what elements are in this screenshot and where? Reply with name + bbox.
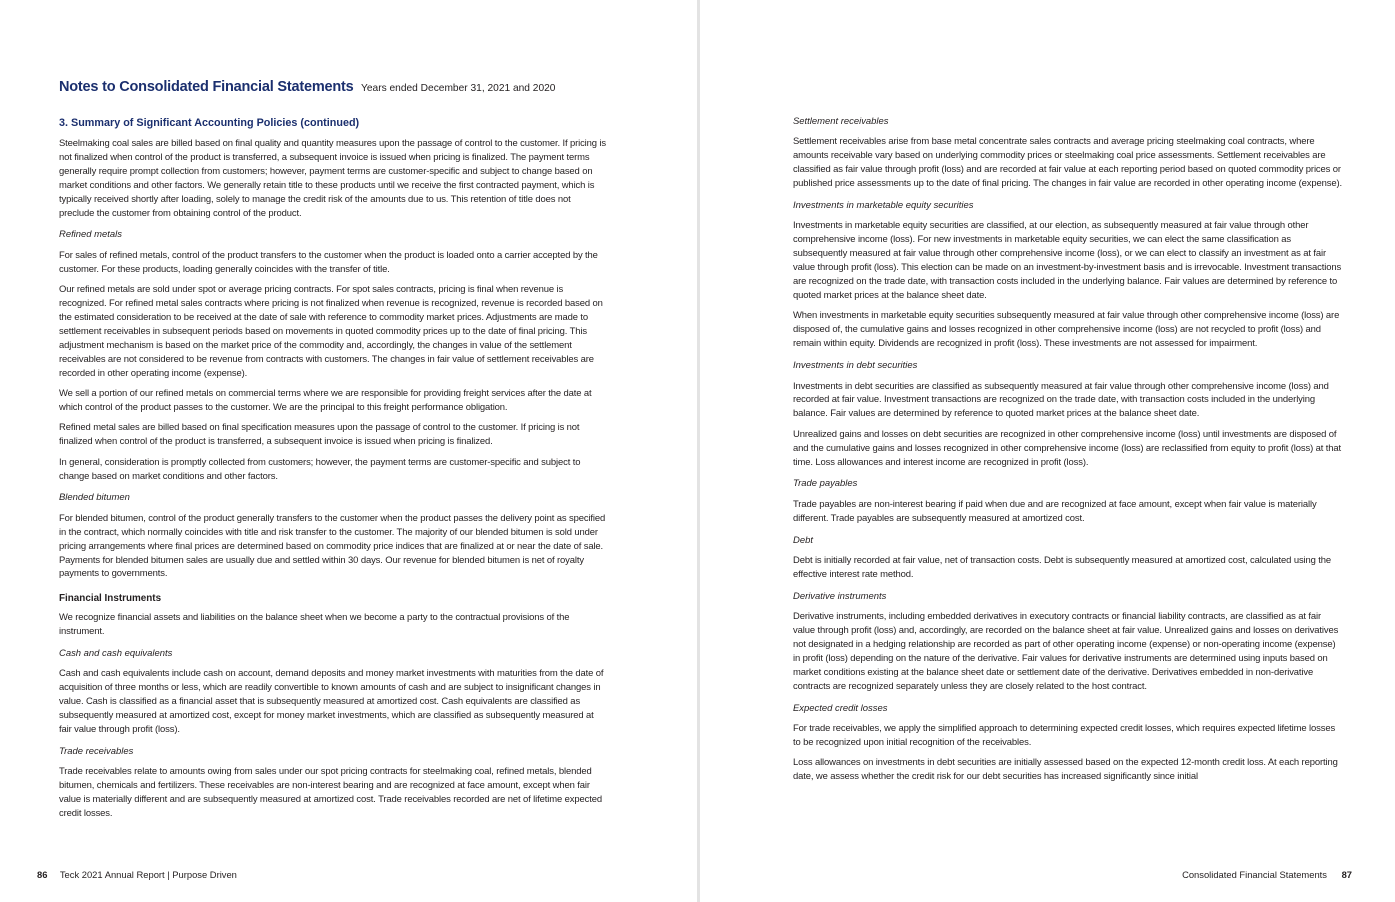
paragraph: Debt is initially recorded at fair value, net of transaction costs. Debt is subsequently measured at amortized cost, calculated using the effective interest rate method.: [793, 555, 1332, 580]
footer-report-title: Teck 2021 Annual Report | Purpose Driven: [59, 869, 237, 880]
page-number: 86: [37, 869, 48, 880]
paragraph: Trade payables are non-interest bearing if paid when due and are recognized at face amount, except when fair value is materially different. Trade payables are subsequently measured at amortized cost.: [793, 498, 1317, 524]
paragraph: We sell a portion of our refined metals on commercial terms where we are responsible for providing freight services after the date at which control of the product passes to the customer. We are the principal to this freight performance obligation.: [59, 388, 592, 413]
paragraph: Trade receivables relate to amounts owing from sales under our spot pricing contracts for steelmaking coal, refined metals, blended bitumen, chemicals and fertilizers. These receivables are non-interest bearing and are recognized at face amount, except when fair value is materially different and are subsequently measured at amortized cost. Trade receivables recorded are net of lifetime expected credit losses.: [59, 766, 602, 819]
paragraph: For sales of refined metals, control of the product transfers to the customer when the product is loaded onto a carrier accepted by the customer. For these products, loading generally coincides with the transfer of title.: [59, 249, 598, 275]
paragraph: Loss allowances on investments in debt securities are initially assessed based on the expected 12-month credit loss. At each reporting date, we assess whether the credit risk for our debt securities has increased significantly since initial: [793, 757, 1338, 783]
right-page: [700, 0, 1395, 902]
paragraph: For blended bitumen, control of the product generally transfers to the customer when the product passes the delivery point as specified in the contract, which normally coincides with title and risk transfer to the customer. The majority of our blended bitumen is sold under pricing arrangements where final prices are determined based on commodity price indices that are finalized at or near the date of sale. Payments for blended bitumen sales are usually due and settled within 30 days. Our revenue for blended bitumen is net of royalty payments to governments.: [59, 512, 606, 580]
paragraph: Refined metal sales are billed based on final specification measures upon the passage of control to the customer. If pricing is not finalized when control of the product is transferred, a subsequent invoice is issued when pricing is finalized.: [59, 422, 580, 448]
section-title: 3. Summary of Significant Accounting Policies (continued): [59, 117, 360, 129]
subheading: Refined metals: [59, 229, 122, 241]
paragraph: Investments in debt securities are classified as subsequently measured at fair value through other comprehensive income (loss) and recorded at fair value. Investment transactions are recognized on the trade date, with transaction costs included in the underlying balance. Fair values are determined by reference to quoted market prices at the balance sheet date.: [793, 380, 1329, 420]
subheading: Debt: [793, 534, 813, 546]
footer-section-title: Consolidated Financial Statements: [1182, 869, 1327, 880]
subheading: Expected credit losses: [793, 702, 888, 714]
paragraph: Steelmaking coal sales are billed based on final quality and quantity measures upon the passage of control to the customer. If pricing is not finalized when control of the product is transferred, a subsequent invoice is issued when pricing is finalized. The payment terms generally require prompt collection from customers; however, payment terms are customer-specific and subject to change based on market conditions and other factors. We generally retain title to these products until we receive the first contracted payment, which is typically received shortly after loading, solely to manage the credit risk of the amounts due to us. This retention of title does not preclude the customer from obtaining control of the product.: [59, 138, 606, 219]
page-subtitle: Years ended December 31, 2021 and 2020: [361, 83, 556, 94]
right-column: [793, 115, 1343, 791]
heading: Financial Instruments: [59, 593, 162, 605]
paragraph: We recognize financial assets and liabilities on the balance sheet when we become a party to the contractual provisions of the instrument.: [59, 611, 570, 637]
paragraph: Settlement receivables arise from base metal concentrate sales contracts and average pricing steelmaking coal contracts, where amounts receivable vary based on underlying commodity prices or steelmaking coal price assessments. Settlement receivables are classified as fair value through profit (loss) and are recorded at fair value at each reporting period based on quoted commodity prices or published price assessments up to the date of final pricing. The changes in fair value are recorded in other operating income (expense).: [793, 136, 1343, 190]
subheading: Blended bitumen: [59, 492, 130, 504]
paragraph: In general, consideration is promptly collected from customers; however, the payment terms are customer-specific and subject to change based on market conditions and other factors.: [59, 456, 581, 482]
page-header: [59, 78, 607, 96]
paragraph: Cash and cash equivalents include cash on account, demand deposits and money market investments with maturities from the date of acquisition of three months or less, which are readily convertible to known amounts of cash and are subject to insignificant changes in value. Cash is classified as a financial asset that is subsequently measured at amortized cost. Cash equivalents are classified as subsequently measured at amortized cost, except for money market investments, which are classified as subsequently measured at fair value through profit (loss).: [59, 668, 604, 735]
subheading: Investments in debt securities: [793, 360, 918, 372]
subheading: Investments in marketable equity securities: [793, 200, 974, 212]
subheading: Trade payables: [793, 478, 858, 490]
subheading: Cash and cash equivalents: [59, 647, 173, 659]
paragraph: Investments in marketable equity securities are classified, at our election, as subsequently measured at fair value through other comprehensive income (loss). For new investments in marketable equity securities, we can elect the same classification as subsequently measured at fair value through other comprehensive income (loss), or we can elect to classify an investment as at fair value through profit (loss). This election can be made on an investment-by-investment basis and is irrevocable. Investment transactions are recognized on the trade date, with transaction costs included in the underlying balance. Fair values are determined by reference to quoted market prices at the balance sheet date.: [793, 220, 1342, 301]
right-content: [793, 115, 1343, 784]
left-page: [0, 0, 697, 902]
subheading: Trade receivables: [59, 745, 134, 757]
footer-left: [37, 869, 237, 880]
paragraph: Unrealized gains and losses on debt securities are recognized in other comprehensive income (loss) until investments are disposed of and the cumulative gains and losses recognized in other comprehensive income (loss) are reclassified from equity to profit (loss) at that time. Loss allowances and interest income are recognized in profit (loss).: [793, 428, 1341, 468]
subheading: Derivative instruments: [793, 590, 887, 602]
paragraph: Our refined metals are sold under spot or average pricing contracts. For spot sales contracts, pricing is final when revenue is recognized. For refined metal sales contracts where pricing is not finalized when revenue is recognized, revenue is recorded based on the estimated consideration to be received at the date of sale with reference to commodity market prices. Adjustments are made to settlement receivables in subsequent periods based on movements in quoted commodity prices up to the date of final pricing. This adjustment mechanism is based on the market price of the commodity and, accordingly, the changes in value of the settlement receivables are not considered to be revenue from contracts with customers. The changes in fair value of settlement receivables are recorded in other operating income (expense).: [59, 284, 603, 379]
left-content: [59, 137, 607, 821]
paragraph: Derivative instruments, including embedded derivatives in executory contracts or financial liability contracts, are classified as at fair value through profit (loss) and, accordingly, are recorded on the balance sheet at fair value. Unrealized gains and losses on derivatives not designated in a hedging relationship are recorded as part of other operating income (expense) or non-operating income (expense) in profit (loss) depending on the nature of the derivative. Fair values for derivative instruments are determined using inputs based on market conditions existing at the balance sheet date or settlement date of the derivative. Derivatives embedded in non-derivative contracts are recognized separately unless they are closely related to the host contract.: [793, 611, 1339, 692]
paragraph: When investments in marketable equity securities subsequently measured at fair value through other comprehensive income (loss) are disposed of, the cumulative gains and losses recognized in other comprehensive income (loss) are not recycled to profit (loss) and remain within equity. Dividends are recognized in profit (loss). These investments are not assessed for impairment.: [793, 310, 1340, 350]
page-title: Notes to Consolidated Financial Statements: [59, 79, 354, 95]
page-number: 87: [1341, 869, 1352, 880]
paragraph: For trade receivables, we apply the simplified approach to determining expected credit losses, which requires expected lifetime losses to be recognized upon initial recognition of the receivables.: [793, 723, 1336, 749]
left-column: [59, 78, 607, 827]
subheading: Settlement receivables: [793, 116, 889, 127]
footer-right: [1182, 869, 1352, 880]
